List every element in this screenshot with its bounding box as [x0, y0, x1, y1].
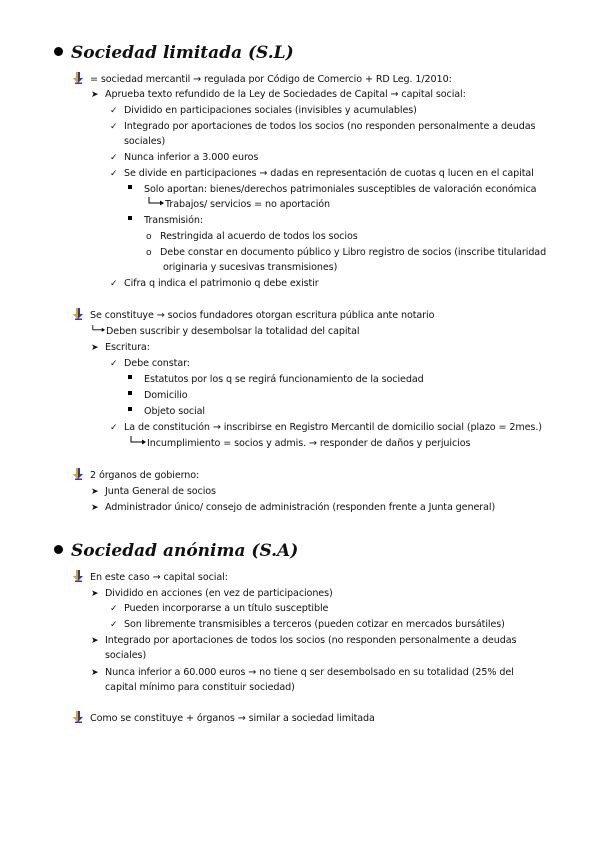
list-item: ✓ Debe constar:: [110, 356, 190, 372]
check-icon: ✓: [110, 604, 118, 614]
list-item: ✓ Pueden incorporarse a un título susceptible: [110, 601, 328, 617]
check-icon: ✓: [110, 106, 118, 116]
circle-bullet-icon: o: [146, 232, 152, 242]
list-item: o Debe constar en documento público y Libro registro de socios (inscribe titularidad: [146, 245, 546, 261]
list-item: Como se constituye + órganos → similar a sociedad limitada: [72, 711, 375, 726]
check-icon: ✓: [110, 153, 118, 163]
list-item: o Restringida al acuerdo de todos los socios: [146, 229, 358, 245]
list-item: ➤ Administrador único/ consejo de administración (responden frente a Junta general): [91, 500, 495, 516]
list-item: ➤ Escritura:: [91, 340, 150, 356]
pointer-icon: ➤: [91, 668, 99, 678]
corner-arrow-icon: [148, 197, 164, 207]
check-icon: ✓: [110, 279, 118, 289]
list-item: ✓ Integrado por aportaciones de todos los socios (no responden personalmente a deudas: [110, 119, 535, 135]
list-item: Objeto social: [128, 404, 205, 419]
list-item: ➤ Aprueba texto refundido de la Ley de Sociedades de Capital → capital social:: [91, 87, 466, 103]
corner-arrow-icon: [92, 324, 105, 334]
list-item: ➤ Integrado por aportaciones de todos los socios (no responden personalmente a deudas: [91, 633, 516, 649]
list-item: 2 órganos de gobierno:: [72, 468, 199, 483]
bullet-dot-icon: [54, 47, 63, 56]
pointer-icon: ➤: [91, 343, 99, 353]
check-icon: ✓: [110, 423, 118, 433]
pointer-icon: ➤: [91, 487, 99, 497]
check-icon: ✓: [110, 122, 118, 132]
section-title-sa: Sociedad anónima (S.A): [54, 540, 298, 562]
list-item: ➤ Nunca inferior a 60.000 euros → no tiene q ser desembolsado en su totalidad (25% del: [91, 665, 514, 681]
square-bullet-icon: [128, 185, 132, 189]
list-item-continuation: sociales): [124, 136, 166, 147]
list-item: ✓ Nunca inferior a 3.000 euros: [110, 150, 258, 166]
list-item: Transmisión:: [128, 213, 203, 228]
circle-bullet-icon: o: [146, 248, 152, 258]
square-bullet-icon: [128, 407, 132, 411]
arrow-bullet-icon: [72, 570, 84, 582]
list-item: Se constituye → socios fundadores otorgan escritura pública ante notario: [72, 308, 434, 323]
check-icon: ✓: [110, 169, 118, 179]
list-item: ➤ Dividido en acciones (en vez de participaciones): [91, 586, 333, 602]
list-item: En este caso → capital social:: [72, 570, 228, 585]
list-item: Estatutos por los q se regirá funcionamiento de la sociedad: [128, 372, 424, 387]
list-item: ✓ Cifra q indica el patrimonio q debe existir: [110, 276, 319, 292]
list-item: Domicilio: [128, 388, 188, 403]
list-item: = sociedad mercantil → regulada por Código de Comercio + RD Leg. 1/2010:: [72, 72, 452, 87]
list-item: ✓ Son libremente transmisibles a terceros (pueden cotizar en mercados bursátiles): [110, 617, 505, 633]
list-item: ➤ Junta General de socios: [91, 484, 216, 500]
list-item: ✓ Dividido en participaciones sociales (invisibles y acumulables): [110, 103, 417, 119]
check-icon: ✓: [110, 620, 118, 630]
arrow-bullet-icon: [72, 468, 84, 480]
square-bullet-icon: [128, 375, 132, 379]
arrow-bullet-icon: [72, 711, 84, 723]
list-item: Deben suscribir y desembolsar la totalidad del capital: [92, 324, 359, 339]
bullet-dot-icon: [54, 545, 63, 554]
pointer-icon: ➤: [91, 503, 99, 513]
corner-arrow-icon: [130, 436, 146, 446]
list-item-continuation: sociales): [105, 650, 147, 661]
list-item-continuation: capital mínimo para constituir sociedad): [105, 682, 295, 693]
check-icon: ✓: [110, 359, 118, 369]
square-bullet-icon: [128, 216, 132, 220]
list-item: Solo aportan: bienes/derechos patrimoniales susceptibles de valoración económica: [128, 182, 536, 197]
pointer-icon: ➤: [91, 636, 99, 646]
pointer-icon: ➤: [91, 90, 99, 100]
square-bullet-icon: [128, 391, 132, 395]
section-title-sl: Sociedad limitada (S.L): [54, 42, 294, 64]
list-item: ✓ La de constitución → inscribirse en Registro Mercantil de domicilio social (plazo = 2mes.): [110, 420, 542, 436]
list-item: Incumplimiento = socios y admis. → responder de daños y perjuicios: [130, 436, 470, 451]
arrow-bullet-icon: [72, 72, 84, 84]
arrow-bullet-icon: [72, 308, 84, 320]
list-item: ✓ Se divide en participaciones → dadas en representación de cuotas q lucen en el capital: [110, 166, 534, 182]
pointer-icon: ➤: [91, 589, 99, 599]
list-item: Trabajos/ servicios = no aportación: [148, 197, 330, 212]
list-item-continuation: originaria y sucesivas transmisiones): [163, 262, 338, 273]
